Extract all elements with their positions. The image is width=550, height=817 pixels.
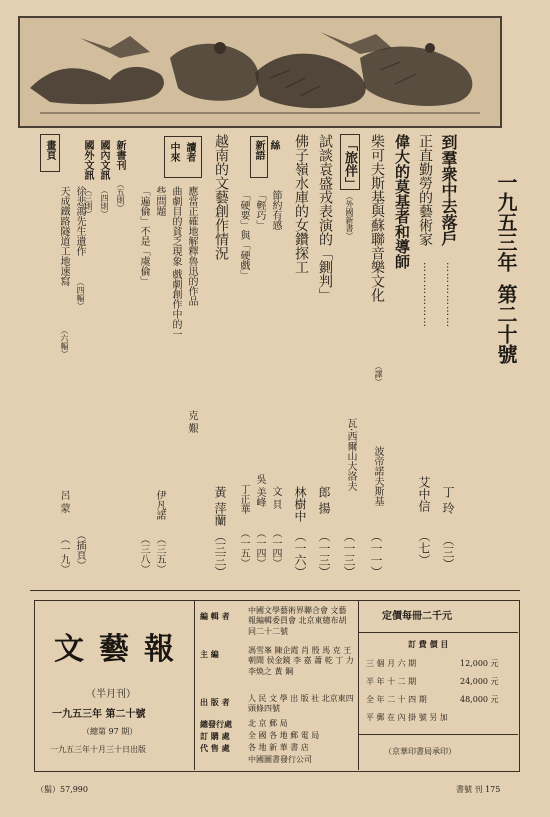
toc-item-note: （譯） bbox=[374, 362, 383, 386]
toc-item-title: 偉大的莫基者和導師 bbox=[393, 134, 411, 269]
role-value: 馮雪峯 陳企霞 肖 殷 馬 克 王朝聞 侯金鏡 李 嘉 蕭 乾 丁 力 李焕之 黃 鋼 bbox=[248, 646, 354, 676]
subscription-term: 全 年 二 十 四 期 bbox=[366, 695, 427, 704]
picture-item-author: 呂 蒙 bbox=[58, 490, 69, 514]
toc-item-page: （一三） bbox=[342, 530, 356, 578]
logo-char: 報 bbox=[144, 632, 174, 667]
newbooks-title: 新書刊 bbox=[114, 140, 125, 170]
subscription-title: 訂 費 價 目 bbox=[408, 639, 449, 649]
toc-item-title: 試談袁盛戎表演的「鍘判」 bbox=[317, 134, 333, 302]
lin-item-page: （一四） bbox=[270, 528, 281, 568]
toc-item-author: 黃 萍蘭 bbox=[213, 486, 227, 526]
lin-item-page: （一四） bbox=[254, 528, 265, 568]
toc-item-note: （外國新書） bbox=[345, 192, 354, 240]
role-value: 北 京 郵 局 bbox=[248, 719, 288, 728]
role-label: 出 版 者 bbox=[200, 697, 230, 707]
toc-item-author: 郎 揚 bbox=[317, 486, 331, 514]
toc-item-page: （一三） bbox=[317, 530, 331, 578]
newbooks-title: 國內文訊 bbox=[98, 140, 109, 180]
reader-item-author: 伊凡諾 bbox=[154, 490, 165, 520]
subscription-term: 三 個 月 六 期 bbox=[366, 659, 417, 668]
picture-item-page: （一九） bbox=[58, 534, 69, 574]
role-label: 訂 購 處 bbox=[200, 731, 230, 741]
lin-item-title: 「輕巧」 bbox=[254, 190, 265, 230]
reader-label-2: 中來 bbox=[168, 142, 179, 162]
toc-item-title: 正直勤勞的藝術家 bbox=[417, 134, 433, 246]
lin-item-author: 文 貝 bbox=[270, 486, 281, 510]
header-issue: 第二十號 bbox=[494, 284, 518, 364]
masthead-issue-line: 一九五三年 第二十號 bbox=[52, 709, 146, 720]
lin-item-author: 丁正華 bbox=[238, 484, 249, 514]
logo-char: 藝 bbox=[99, 632, 129, 667]
toc-item-title: 佛子嶺水庫的女鑽探工 bbox=[293, 134, 309, 274]
lin-item-author: 吳 美峰 bbox=[254, 474, 265, 508]
reader-item-page: （三五） bbox=[154, 534, 165, 574]
reader-item-title: 些問題 bbox=[154, 186, 165, 216]
masthead-frequency: （半月刊） bbox=[86, 689, 136, 700]
masthead-printer: （京華印書局承印） bbox=[384, 747, 456, 756]
subscription-term: 半 年 十 二 期 bbox=[366, 677, 417, 686]
toc-item-author: 波帝諾夫斯基 bbox=[372, 446, 383, 506]
reader-item-title: 曲劇目的貧乏現象 戲劇創作中的一 bbox=[170, 186, 181, 340]
newbooks-note: （三則） bbox=[84, 186, 93, 218]
toc-item-page: （一一） bbox=[369, 530, 383, 578]
masthead-divider bbox=[358, 600, 359, 770]
toc-item-author: 瓦·西爾山大洛夫 bbox=[345, 418, 356, 492]
reader-item-title: 「遍倫」不是「虞倫」 bbox=[138, 186, 149, 286]
picture-item-page: （插頁） bbox=[74, 530, 85, 570]
toc-item-page: （三三） bbox=[213, 530, 227, 578]
price-rule bbox=[358, 632, 518, 633]
section-lin-label: 絲 bbox=[268, 140, 279, 150]
picture-item-note: （四幅） bbox=[76, 278, 85, 310]
lin-item-title: 節約有感 bbox=[270, 190, 281, 230]
picture-item-title: 徐悲鴻先生遺作 bbox=[74, 186, 85, 256]
footer-right: 書號 刊 175 bbox=[456, 785, 501, 794]
newbooks-note: （五則） bbox=[116, 180, 125, 212]
reader-item-page: （三八） bbox=[138, 534, 149, 574]
role-value: 全 國 各 地 郵 電 局 bbox=[248, 731, 320, 740]
role-label: 主 編 bbox=[200, 649, 219, 659]
toc-item-title: 「旅伴」 bbox=[342, 138, 357, 190]
toc-item-title: 柴可夫斯基與蘇聯音樂文化 bbox=[369, 134, 385, 302]
subscription-price: 24,000 元 bbox=[460, 677, 499, 686]
toc-item-title: 越南的文藝創作情況 bbox=[213, 134, 229, 260]
role-label: 編 輯 者 bbox=[200, 611, 230, 621]
footer-left: （鬍）57,990 bbox=[36, 785, 88, 794]
role-value: 中國圖書發行公司 bbox=[248, 755, 312, 764]
newbooks-title: 國外文訊 bbox=[82, 140, 93, 180]
toc-item-dots: ……………… bbox=[421, 262, 432, 328]
toc-item-page: （七） bbox=[417, 530, 431, 566]
toc-item-page: （一六） bbox=[293, 530, 307, 578]
banner-woodcut-image bbox=[18, 16, 502, 128]
header-year: 一九五三年 bbox=[494, 172, 518, 272]
lin-item-title: 「硬要」與「硬戲」 bbox=[238, 190, 249, 280]
role-value: 人 民 文 學 出 版 社 北京東四頭條四號 bbox=[248, 694, 354, 714]
role-label: 代 售 處 bbox=[200, 743, 230, 753]
price-rule bbox=[358, 734, 518, 735]
masthead-logo bbox=[54, 624, 174, 668]
toc-item-title: 到羣衆中去落戶 bbox=[439, 134, 458, 246]
logo-char: 文 bbox=[54, 632, 84, 667]
toc-item-author: 林樹中 bbox=[293, 486, 307, 522]
role-value: 中國文學藝術界聯合會 文藝報編輯委員會 北京東總布胡同二十二號 bbox=[248, 606, 347, 636]
role-value: 各 地 新 華 書 店 bbox=[248, 743, 309, 752]
toc-item-author: 丁 玲 bbox=[441, 486, 455, 514]
reader-label: 讀者 bbox=[184, 142, 195, 162]
lin-item-page: （一五） bbox=[238, 528, 249, 568]
picture-item-note: （六幅） bbox=[60, 326, 69, 358]
role-label: 總發行處 bbox=[200, 719, 232, 729]
masthead-total-issue: （總第 97 期） bbox=[82, 727, 138, 736]
separator-line bbox=[30, 590, 520, 591]
price-title: 定價每冊二千元 bbox=[382, 611, 452, 622]
picture-item-title: 天成鐵路隧道工地速寫 bbox=[58, 186, 69, 286]
newbooks-note: （四則） bbox=[100, 186, 109, 218]
masthead-divider bbox=[194, 600, 195, 770]
section-xinyu-label: 新語 bbox=[253, 140, 264, 160]
toc-item-dots: ……………… bbox=[444, 262, 455, 328]
pictures-label: 畫頁 bbox=[44, 140, 55, 160]
toc-item-author: 艾中信 bbox=[417, 476, 431, 512]
toc-item-page: （三） bbox=[441, 534, 455, 570]
subscription-price: 12,000 元 bbox=[460, 659, 499, 668]
subscription-price: 48,000 元 bbox=[460, 695, 499, 704]
subscription-term: 平 郵 在 內 掛 號 另 加 bbox=[366, 713, 448, 722]
reader-item-title: 應當正確地解釋魯迅的作品 bbox=[186, 186, 197, 306]
masthead-publish-date: 一九五三年十月三十日出版 bbox=[50, 745, 146, 754]
reader-item-author: 克 艱 bbox=[186, 410, 197, 434]
